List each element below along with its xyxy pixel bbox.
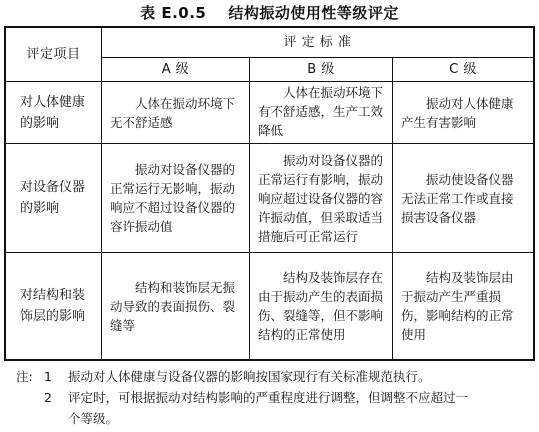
cell-grade-b — [250, 82, 393, 144]
table-name: 结构振动使用性等级评定 — [228, 4, 399, 22]
header-criteria: 评 定 标 准 — [102, 28, 533, 58]
cell-grade-c — [393, 144, 533, 253]
header-grade-a: A 级 — [102, 58, 250, 82]
table-title — [0, 2, 539, 24]
cell-text: 人体在振动环境下无不舒适感 — [110, 95, 236, 130]
cell-text: 振动使设备仪器无法正常工作或直接损害设备仪器 — [401, 171, 514, 225]
table-number: 表 E.0.5 — [140, 4, 207, 22]
cell-text: 振动对设备仪器的正常运行有影响，振动响应超过设备仪器的容许振动值，但采取适当措施后可正常运行 — [258, 152, 384, 244]
row-item-structure: 对结构和装饰层的影响 — [6, 253, 102, 359]
cell-grade-a — [102, 253, 250, 359]
cell-grade-a — [102, 144, 250, 253]
table-notes — [16, 366, 531, 429]
cell-text: 振动对设备仪器的正常运行无影响，振动响应不超过设备仪器的容许振动值 — [110, 162, 236, 234]
row-item-equipment: 对设备仪器的影响 — [6, 144, 102, 253]
note-text: 评定时，可根据振动对结构影响的严重程度进行调整，但调整不应超过一 — [68, 390, 469, 405]
note-number: 1 — [44, 369, 52, 384]
cell-grade-b — [250, 253, 393, 359]
note-number: 2 — [44, 390, 52, 405]
row-item-human-health: 对人体健康的影响 — [6, 82, 102, 144]
note-2 — [16, 387, 531, 408]
notes-label: 注: — [16, 369, 33, 384]
header-grade-c: C 级 — [393, 58, 533, 82]
cell-grade-b — [250, 144, 393, 253]
note-2-continuation — [16, 408, 531, 429]
note-text: 个等级。 — [68, 411, 119, 426]
cell-grade-c — [393, 82, 533, 144]
cell-grade-c — [393, 253, 533, 359]
header-grade-b: B 级 — [250, 58, 393, 82]
note-text: 振动对人体健康与设备仪器的影响按国家现行有关标准规范执行。 — [68, 369, 431, 384]
cell-text: 人体在振动环境下有不舒适感，生产工效降低 — [258, 85, 384, 138]
rating-table — [4, 26, 535, 361]
cell-text: 结构及装饰层存在由于振动产生的表面损伤、裂缝等，但不影响结构的正常使用 — [258, 270, 384, 342]
cell-text: 振动对人体健康产生有害影响 — [401, 95, 514, 130]
cell-text: 结构和装饰层无振动导致的表面损伤、裂缝等 — [110, 279, 236, 333]
cell-text: 结构及装饰层由于振动产生严重损伤，影响结构的正常使用 — [401, 270, 514, 342]
note-1 — [16, 366, 531, 387]
cell-grade-a — [102, 82, 250, 144]
header-item: 评定项目 — [6, 28, 102, 82]
